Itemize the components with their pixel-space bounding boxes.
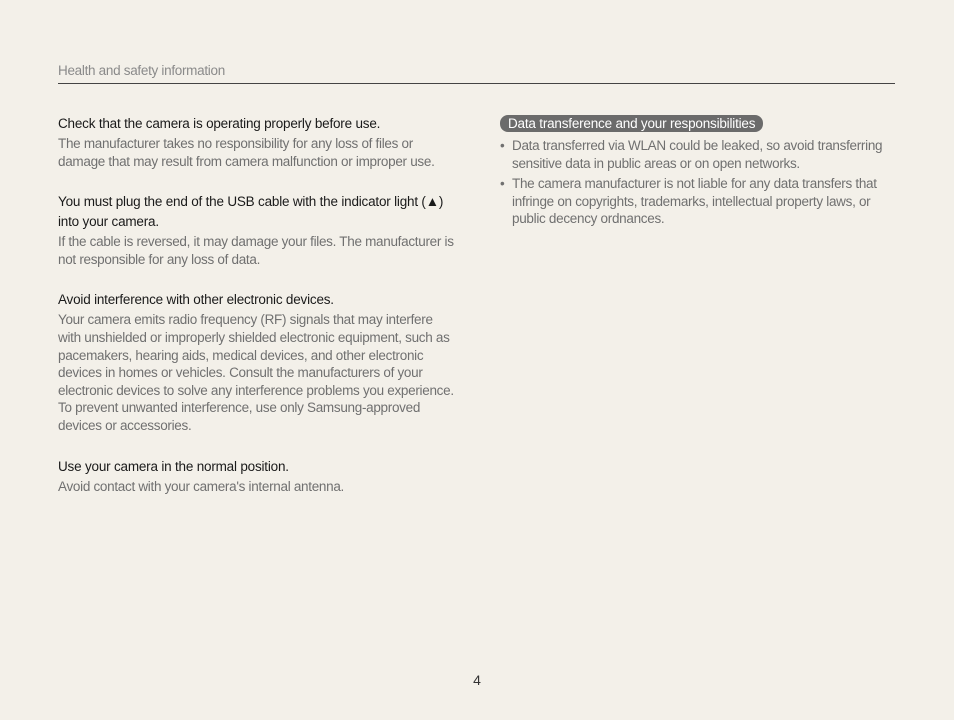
list-item [500, 175, 900, 228]
section-normal-position [58, 457, 458, 496]
section-title: Use your camera in the normal position. [58, 458, 289, 474]
section-interference [58, 290, 458, 434]
section-body: Your camera emits radio frequency (RF) signals that may interfere with unshielded or improperly shielded electronic equipment, such as pacemakers, hearing aids, medical devices, and other electronic devices in homes or vehicles. Consult the manufacturers of your electronic devices to solve any interference problems you experience. To prevent unwanted interference, use only Samsung-approved devices or accessories. [58, 312, 454, 433]
bullet-icon: • [500, 176, 505, 192]
section-title: Avoid interference with other electronic devices. [58, 292, 334, 308]
section-body: If the cable is reversed, it may damage your files. The manufacturer is not responsible for any loss of data. [58, 234, 454, 267]
page-header [58, 62, 895, 84]
section-body: Avoid contact with your camera's internal antenna. [58, 478, 344, 494]
section-heading-pill: Data transference and your responsibilities [500, 115, 763, 132]
section-title: Check that the camera is operating properly before use. [58, 116, 381, 131]
header-title: Health and safety information [58, 63, 225, 78]
section-body: The manufacturer takes no responsibility for any loss of files or damage that may result from camera malfunction or improper use. [58, 136, 435, 169]
section-check-camera [58, 114, 458, 170]
right-column [500, 115, 900, 231]
bullet-icon: • [500, 138, 505, 153]
list-item-text: Data transferred via WLAN could be leaked, so avoid transferring sensitive data in public areas or on open networks. [512, 138, 883, 171]
list-item [500, 137, 900, 172]
page-number: 4 [473, 672, 481, 688]
section-title: You must plug the end of the USB cable with the indicator light (▲) into your camera. [58, 194, 444, 230]
bullet-list [500, 137, 900, 228]
left-column [58, 114, 458, 517]
list-item-text: The camera manufacturer is not liable for any data transfers that infringe on copyrights, trademarks, intellectual property laws, or public decency ordnances. [512, 176, 877, 227]
section-usb-cable [58, 192, 458, 268]
